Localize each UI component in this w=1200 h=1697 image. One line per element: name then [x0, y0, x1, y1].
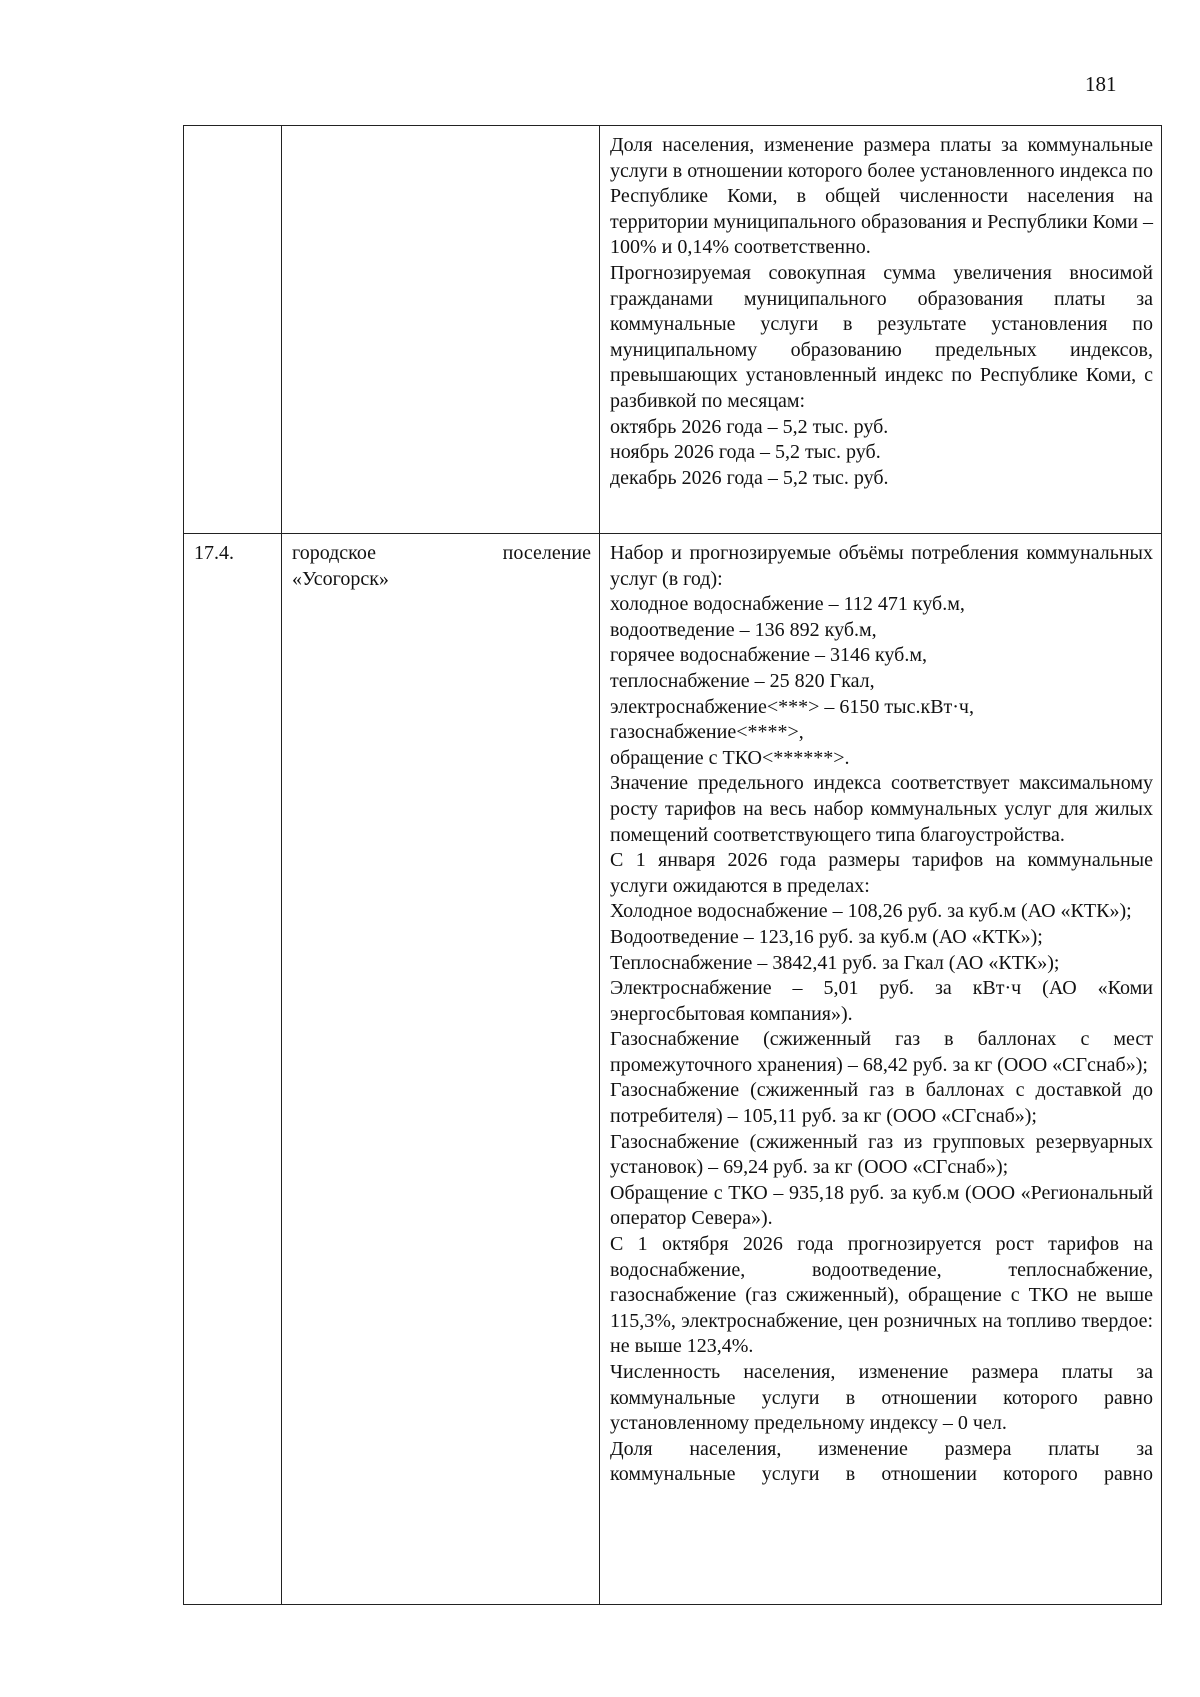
settlement-type: [292, 541, 591, 567]
month-item: октябрь 2026 года – 5,2 тыс. руб.: [610, 415, 889, 438]
row-number-cell: 17.4.: [184, 534, 282, 1605]
month-item: декабрь 2026 года – 5,2 тыс. руб.: [610, 466, 889, 489]
page-number: 181: [1085, 72, 1117, 96]
tariff-table: [183, 125, 1162, 1605]
volume-item: обращение с ТКО<******>.: [610, 746, 850, 769]
consumption-intro: Набор и прогнозируемые объёмы потребления коммунальных услуг (в год):: [610, 542, 1153, 590]
tariff-item: Обращение с ТКО – 935,18 руб. за куб.м (ООО «Региональный оператор Севера»).: [610, 1181, 1153, 1230]
tariffs-intro: С 1 января 2026 года размеры тарифов на коммунальные услуги ожидаются в пределах:: [610, 849, 1153, 897]
settlement-type-word: городское: [292, 542, 377, 564]
tariff-item: Газоснабжение (сжиженный газ в баллонах с мест промежуточного хранения) – 68,42 руб. за кг (ООО «СГснаб»);: [610, 1028, 1153, 1076]
settlement-type-word: поселение: [502, 542, 591, 564]
table-row: [184, 534, 1162, 1605]
municipality-cell: [282, 126, 600, 534]
tariff-item: Водоотведение – 123,16 руб. за куб.м (АО «КТК»);: [610, 925, 1043, 948]
volume-item: электроснабжение<***> – 6150 тыс.кВт·ч,: [610, 695, 974, 718]
index-note: Значение предельного индекса соответствует максимальному росту тарифов на весь набор коммунальных услуг для жилых помещений соответствующего типа благоустройства.: [610, 772, 1153, 846]
volume-item: холодное водоснабжение – 112 471 куб.м,: [610, 593, 965, 616]
tariff-item: Газоснабжение (сжиженный газ в баллонах с доставкой до потребителя) – 105,11 руб. за кг (ООО «СГснаб»);: [610, 1079, 1153, 1128]
population-share-paragraph: Доля населения, изменение размера платы за коммунальные услуги в отношении которого более установленного индекса по Республике Коми, в общей численности населения на территории муниципального образования и Республики Коми – 100% и 0,14% соответственно.: [610, 134, 1154, 259]
forecast-sum-paragraph: Прогнозируемая совокупная сумма увеличения вносимой гражданами муниципального образования платы за коммунальные услуги в результате установления по муниципальному образованию предельных индексов, превышающих установленный индекс по Республике Коми, с разбивкой по месяцам:: [610, 261, 1153, 412]
volume-item: теплоснабжение – 25 820 Гкал,: [610, 669, 875, 692]
table-row: [184, 126, 1162, 534]
description-cell: [600, 534, 1162, 1605]
tariff-item: Холодное водоснабжение – 108,26 руб. за куб.м (АО «КТК»);: [610, 900, 1132, 923]
settlement-name: «Усогорск»: [292, 567, 389, 590]
population-count-paragraph: Численность населения, изменение размера платы за коммунальные услуги в отношении которого равно установленному предельному индексу – 0 чел.: [610, 1361, 1153, 1435]
population-share-line: Доля населения, изменение размера платы за: [610, 1437, 1153, 1460]
month-item: ноябрь 2026 года – 5,2 тыс. руб.: [610, 441, 881, 464]
tariff-item: Электроснабжение – 5,01 руб. за кВт·ч (АО «Коми энергосбытовая компания»).: [610, 977, 1153, 1025]
volume-item: горячее водоснабжение – 3146 куб.м,: [610, 644, 927, 667]
tariff-item: Газоснабжение (сжиженный газ из групповых резервуарных установок) – 69,24 руб. за кг (ООО «СГснаб»);: [610, 1130, 1153, 1179]
volume-item: газоснабжение<****>,: [610, 721, 804, 744]
row-number-cell: [184, 126, 282, 534]
october-growth-paragraph: С 1 октября 2026 года прогнозируется рост тарифов на водоснабжение, водоотведение, теплоснабжение, газоснабжение (газ сжиженный), обращение с ТКО не выше 115,3%, электроснабжение, цен розничных на топливо твердое: не выше 123,4%.: [610, 1233, 1153, 1358]
tariff-item: Теплоснабжение – 3842,41 руб. за Гкал (АО «КТК»);: [610, 951, 1060, 974]
population-share-line: коммунальные услуги в отношении которого равно: [610, 1463, 1153, 1486]
volume-item: водоотведение – 136 892 куб.м,: [610, 618, 877, 641]
municipality-cell: [282, 534, 600, 1605]
description-cell: [600, 126, 1162, 534]
